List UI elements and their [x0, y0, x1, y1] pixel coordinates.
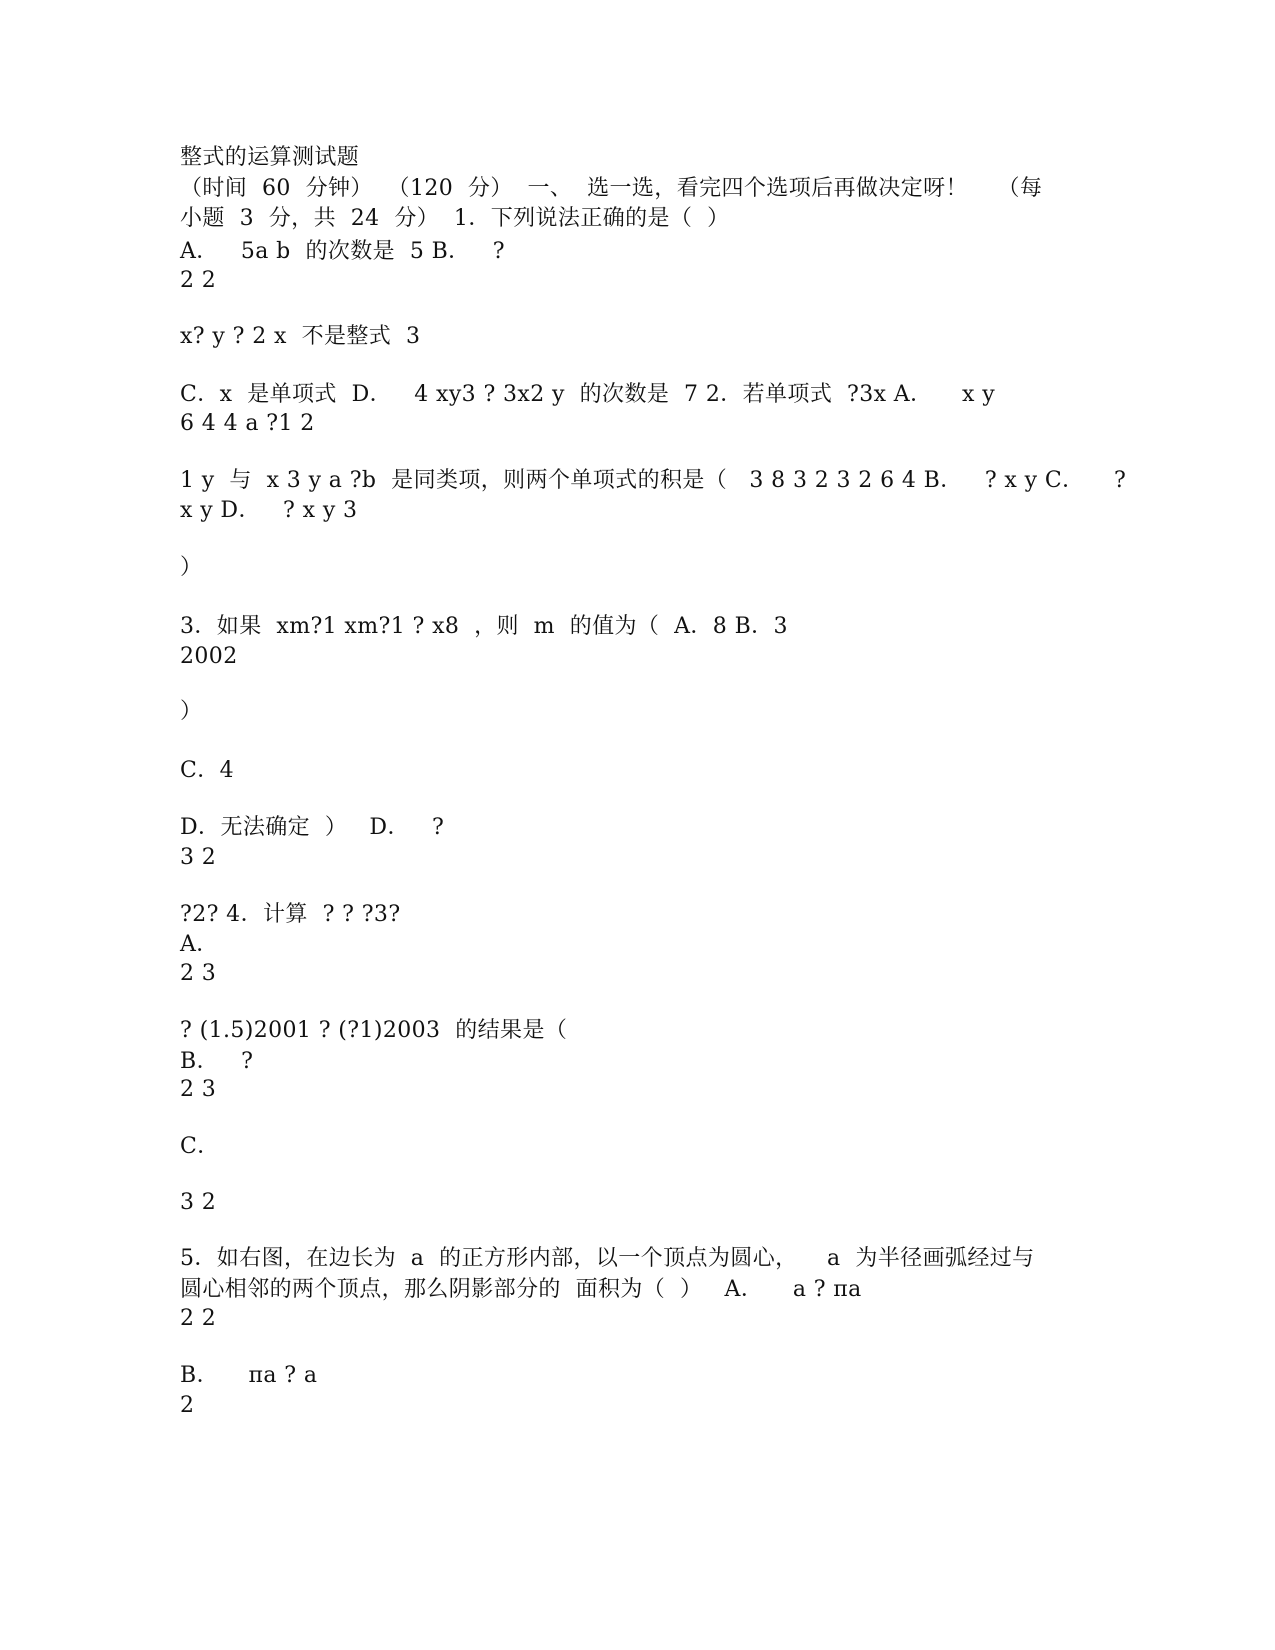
question-1-options-ab: A． 5a b 的次数是 5 B． ? [180, 239, 505, 264]
superscript-line: 3 2 [180, 1190, 217, 1215]
superscript-line: 6 4 4 a ?1 2 [180, 411, 315, 436]
question-4-stem: ?2? 4．计算 ? ? ?3? [180, 902, 401, 927]
question-5-stem-continued: 圆心相邻的两个顶点，那么阴影部分的 面积为（ ） A． a ? πa [180, 1277, 862, 1302]
closing-paren: ） [180, 699, 203, 724]
exam-info-line: （时间 60 分钟） （120 分） 一、 选一选，看完四个选项后再做决定呀！ （每 [180, 176, 1043, 201]
document-title: 整式的运算测试题 [180, 145, 360, 170]
question-3-option-d: D．无法确定 ） D． ? [180, 815, 445, 840]
superscript-line: 2 3 [180, 961, 217, 986]
superscript-line: 3 2 [180, 845, 217, 870]
superscript-line: 2002 [180, 644, 238, 669]
question-4-option-a: A． [180, 932, 219, 957]
question-3-option-c: C．4 [180, 758, 235, 783]
question-4-expression: ? (1.5)2001 ? (?1)2003 的结果是（ [180, 1018, 568, 1043]
question-4-option-b: B． ? [180, 1049, 254, 1074]
question-5-option-b: B． πa ? a [180, 1363, 318, 1388]
question-1-option-b-text: x? y ? 2 x 不是整式 3 [180, 324, 421, 349]
question-2-text: 1 y 与 x 3 y a ?b 是同类项，则两个单项式的积是（ 3 8 3 2 3 2 6 4 B． ? x y C． ? [180, 468, 1127, 493]
superscript-line: 2 [180, 1393, 195, 1418]
question-2-options: x y D． ? x y 3 [180, 498, 358, 523]
superscript-line: 2 3 [180, 1077, 217, 1102]
question-5-stem: 5．如右图，在边长为 a 的正方形内部，以一个顶点为圆心， a 为半径画弧经过与 [180, 1246, 1035, 1271]
question-1-stem: 小题 3 分，共 24 分） 1．下列说法正确的是（ ） [180, 206, 730, 231]
superscript-line: 2 2 [180, 1306, 217, 1331]
question-3-stem: 3．如果 xm?1 xm?1 ? x8 ，则 m 的值为（ A．8 B．3 [180, 614, 788, 639]
question-4-option-c: C． [180, 1134, 220, 1159]
superscript-line: 2 2 [180, 268, 217, 293]
closing-paren: ） [180, 555, 203, 580]
question-1-options-cd-question-2: C．x 是单项式 D． 4 xy3 ? 3x2 y 的次数是 7 2．若单项式 ?3x A． x y [180, 382, 996, 407]
